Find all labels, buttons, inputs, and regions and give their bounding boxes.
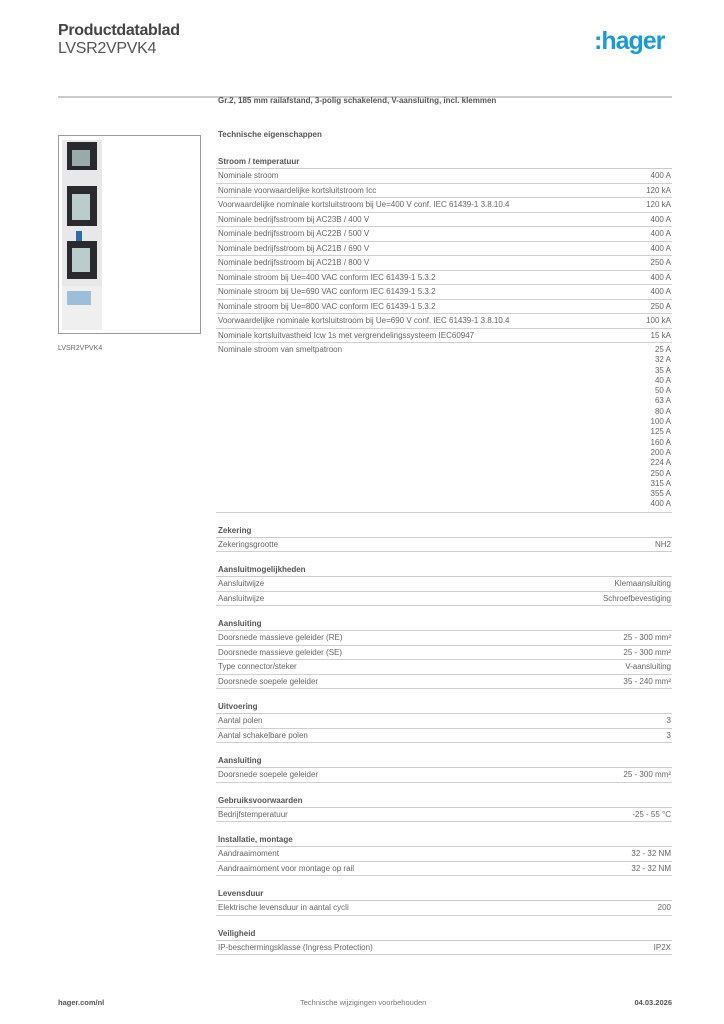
spec-value: 400 A bbox=[650, 171, 671, 180]
spec-row bbox=[216, 646, 672, 661]
section-gap bbox=[216, 689, 672, 701]
spec-label: Aantal polen bbox=[218, 716, 263, 726]
spec-row bbox=[216, 577, 672, 592]
spec-row bbox=[216, 675, 672, 690]
spec-label: Doorsnede soepele geleider bbox=[218, 676, 319, 686]
spec-label: Nominale bedrijfsstroom bij AC23B / 400 V bbox=[218, 214, 370, 224]
section-gap bbox=[216, 916, 672, 928]
spec-value: IP2X bbox=[653, 942, 671, 952]
section-gap bbox=[216, 552, 672, 564]
section-heading: Aansluiting bbox=[216, 618, 672, 631]
spec-value-item: 80 A bbox=[654, 406, 671, 416]
spec-value: 200 bbox=[657, 903, 671, 913]
spec-row bbox=[216, 271, 672, 286]
spec-label: Nominale bedrijfsstroom bij AC21B / 800 V bbox=[218, 258, 370, 267]
spec-row bbox=[216, 847, 672, 862]
spec-value: 400 A bbox=[650, 229, 671, 238]
spec-label: Nominale stroom bij Ue=800 VAC conform IEC 61439-1 5.3.2 bbox=[218, 301, 436, 311]
spec-row bbox=[216, 631, 672, 646]
hager-logo: :hager bbox=[594, 27, 665, 55]
image-caption: LVSR2VPVK4 bbox=[58, 345, 103, 352]
spec-label: Nominale stroom van smeltpatroon bbox=[218, 345, 343, 354]
spec-label: Nominale bedrijfsstroom bij AC22B / 500 V bbox=[218, 229, 370, 238]
spec-label: Aantal schakelbare polen bbox=[218, 730, 308, 740]
product-description: Gr.2, 185 mm railafstand, 3-polig schakelend, V-aansluitng, incl. klemmen bbox=[218, 96, 497, 105]
spec-label: Aansluitwijze bbox=[218, 593, 265, 603]
footer-website[interactable]: hager.com/nl bbox=[58, 998, 105, 1007]
spec-label: Doorsnede soepele geleider bbox=[218, 770, 319, 780]
section-gap bbox=[216, 743, 672, 755]
spec-value: 120 kA bbox=[646, 200, 671, 209]
spec-row bbox=[216, 862, 672, 877]
spec-value-item: 100 A bbox=[650, 417, 671, 427]
spec-label: Nominale stroom bij Ue=400 VAC conform IEC 61439-1 5.3.2 bbox=[218, 272, 436, 282]
spec-row bbox=[216, 227, 672, 242]
spec-label: Aandraaimoment bbox=[218, 849, 279, 859]
section-heading: Stroom / temperatuur bbox=[216, 156, 672, 169]
spec-row bbox=[216, 329, 672, 344]
spec-label: Voorwaardelijke nominale kortsluitstroom bij Ue=400 V conf. IEC 61439-1 3.8.10.4 bbox=[218, 200, 510, 209]
spec-value: 3 bbox=[666, 730, 671, 740]
spec-value-item: 200 A bbox=[650, 447, 671, 457]
spec-row bbox=[216, 169, 672, 184]
spec-row bbox=[216, 808, 672, 823]
section-heading: Aansluiting bbox=[216, 755, 672, 768]
spec-value: 32 - 32 NM bbox=[631, 849, 671, 859]
spec-row bbox=[216, 300, 672, 315]
spec-value-item: 250 A bbox=[650, 468, 671, 478]
spec-label: Nominale stroom bbox=[218, 171, 279, 180]
spec-value-item: 160 A bbox=[650, 437, 671, 447]
spec-label: Voorwaardelijke nominale kortsluitstroom bij Ue=690 V conf. IEC 61439-1 3.8.10.4 bbox=[218, 316, 510, 325]
spec-row bbox=[216, 242, 672, 257]
spec-label: Nominale kortsluitvastheid Icw 1s met vergrendelingssysteem IEC60947 bbox=[218, 330, 475, 340]
spec-value-item: 25 A bbox=[654, 345, 671, 354]
product-code: LVSR2VPVK4 bbox=[58, 40, 157, 57]
spec-row bbox=[216, 660, 672, 675]
section-heading: Gebruiksvoorwaarden bbox=[216, 795, 672, 808]
spec-value: 400 A bbox=[650, 214, 671, 224]
spec-value: 120 kA bbox=[646, 185, 671, 195]
spec-value: 400 A bbox=[650, 272, 671, 282]
spec-label: Nominale bedrijfsstroom bij AC21B / 690 V bbox=[218, 243, 370, 253]
spec-value: -25 - 55 °C bbox=[632, 809, 671, 819]
spec-value: 25 - 300 mm² bbox=[623, 647, 671, 657]
spec-value-item: 40 A bbox=[654, 375, 671, 385]
spec-row bbox=[216, 901, 672, 916]
spec-value-item: 35 A bbox=[654, 365, 671, 375]
section-gap bbox=[216, 783, 672, 795]
section-heading: Zekering bbox=[216, 525, 672, 538]
spec-label: Nominale voorwaardelijke kortsluitstroom Icc bbox=[218, 185, 377, 195]
spec-row bbox=[216, 729, 672, 744]
section-gap bbox=[216, 876, 672, 888]
spec-label: Zekeringsgrootte bbox=[218, 539, 279, 549]
spec-value-item: 32 A bbox=[654, 355, 671, 365]
spec-value-item: 125 A bbox=[650, 427, 671, 437]
section-gap bbox=[216, 822, 672, 834]
spec-value: 400 A bbox=[650, 287, 671, 296]
section-heading: Aansluitmogelijkheden bbox=[216, 564, 672, 577]
section-heading: Uitvoering bbox=[216, 701, 672, 714]
spec-row bbox=[216, 941, 672, 956]
footer-notice: Technische wijzigingen voorbehouden bbox=[300, 998, 427, 1007]
specifications-table bbox=[216, 156, 672, 955]
spec-row bbox=[216, 314, 672, 329]
spec-value: 250 A bbox=[650, 258, 671, 267]
spec-row bbox=[216, 285, 672, 300]
spec-label: Type connector/steker bbox=[218, 662, 297, 672]
spec-value: Schroefbevestiging bbox=[602, 593, 671, 603]
spec-value: 3 bbox=[666, 716, 671, 726]
section-gap bbox=[216, 513, 672, 525]
spec-label: Nominale stroom bij Ue=690 VAC conform IEC 61439-1 5.3.2 bbox=[218, 287, 436, 296]
page-title: Productdatablad bbox=[58, 22, 180, 39]
tech-heading: Technische eigenschappen bbox=[218, 130, 322, 139]
spec-value: 400 A bbox=[650, 243, 671, 253]
spec-row bbox=[216, 184, 672, 199]
spec-value: V-aansluiting bbox=[625, 662, 671, 672]
spec-row bbox=[216, 714, 672, 729]
spec-value-item: 224 A bbox=[650, 458, 671, 468]
spec-value: 25 - 300 mm² bbox=[623, 633, 671, 643]
spec-value-item: 315 A bbox=[650, 478, 671, 488]
spec-label: Doorsnede massieve geleider (RE) bbox=[218, 633, 343, 643]
spec-row bbox=[216, 592, 672, 607]
spec-row bbox=[216, 343, 672, 513]
spec-label: Aansluitwijze bbox=[218, 579, 265, 589]
spec-value: 15 kA bbox=[650, 330, 671, 340]
spec-value: 35 - 240 mm² bbox=[623, 676, 671, 686]
section-heading: Levensduur bbox=[216, 888, 672, 901]
spec-value bbox=[651, 345, 671, 510]
spec-value-item: 50 A bbox=[654, 386, 671, 396]
section-heading: Installatie, montage bbox=[216, 834, 672, 847]
spec-row bbox=[216, 256, 672, 271]
spec-label: Elektrische levensduur in aantal cycli bbox=[218, 903, 349, 913]
spec-label: Bedrijfstemperatuur bbox=[218, 809, 288, 819]
spec-value: NH2 bbox=[654, 539, 671, 549]
spec-value: 100 kA bbox=[646, 316, 671, 325]
spec-value-item: 400 A bbox=[650, 499, 671, 509]
spec-value: 25 - 300 mm² bbox=[623, 770, 671, 780]
spec-value: 32 - 32 NM bbox=[631, 863, 671, 873]
footer-date: 04.03.2026 bbox=[634, 998, 672, 1007]
spec-row bbox=[216, 768, 672, 783]
spec-row bbox=[216, 538, 672, 553]
spec-value-item: 63 A bbox=[654, 396, 671, 406]
spec-label: Doorsnede massieve geleider (SE) bbox=[218, 647, 343, 657]
section-gap bbox=[216, 606, 672, 618]
product-image bbox=[58, 135, 201, 334]
section-heading: Veiligheid bbox=[216, 928, 672, 941]
spec-value-item: 355 A bbox=[650, 489, 671, 499]
spec-row bbox=[216, 198, 672, 213]
spec-value: 250 A bbox=[650, 301, 671, 311]
spec-label: IP-beschermingsklasse (Ingress Protection) bbox=[218, 942, 373, 952]
spec-value: Klemaansluiting bbox=[614, 579, 671, 589]
fuse-switch-image bbox=[59, 136, 200, 333]
spec-row bbox=[216, 213, 672, 228]
spec-label: Aandraaimoment voor montage op rail bbox=[218, 863, 355, 873]
